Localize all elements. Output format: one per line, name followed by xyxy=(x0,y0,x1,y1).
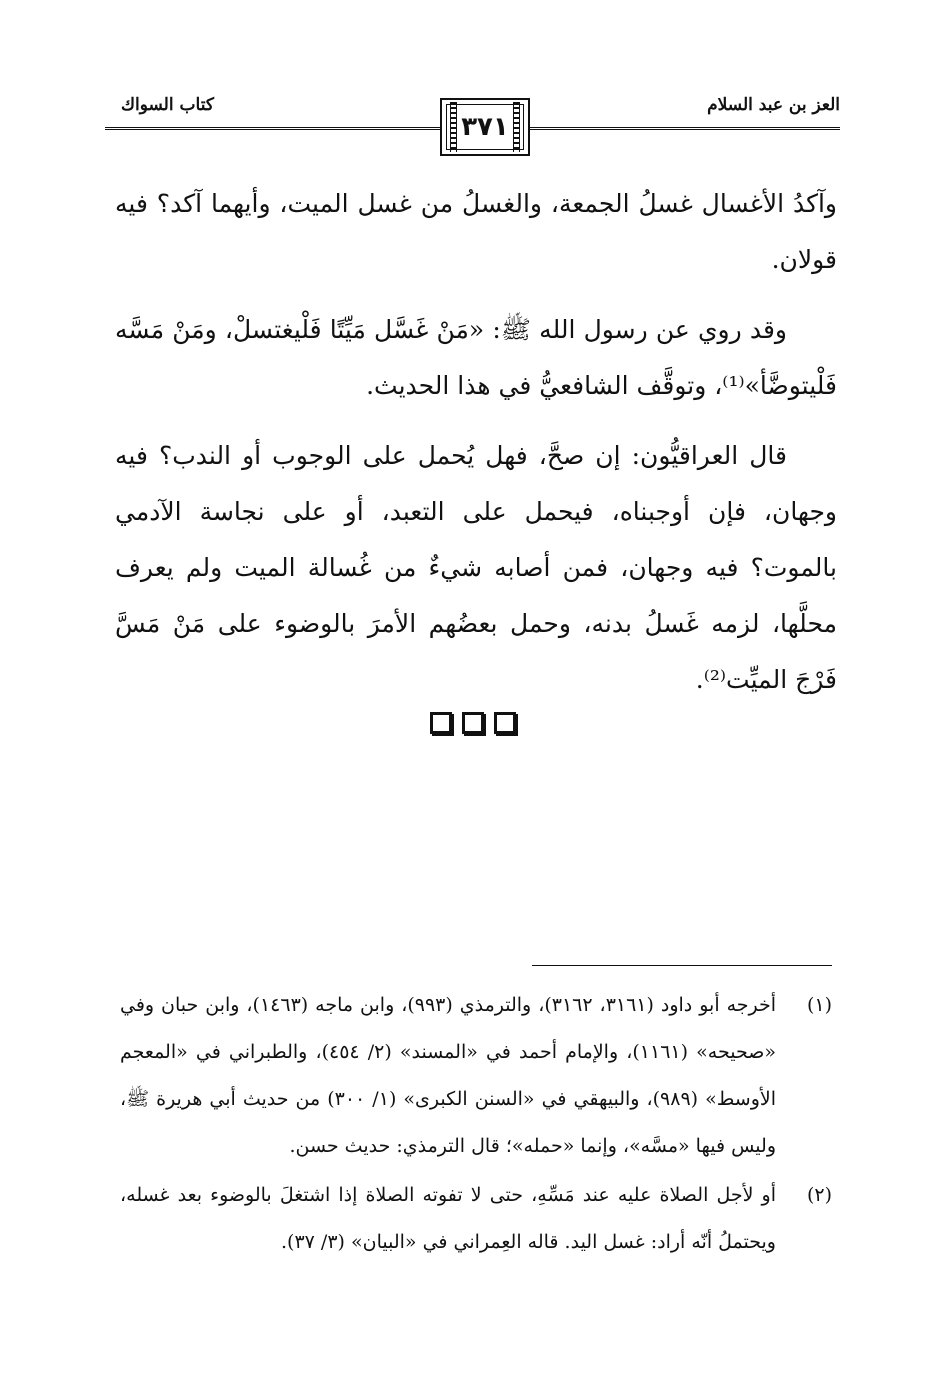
paragraph-3: قال العراقيُّون: إن صحَّ، فهل يُحمل على الوجوب أو الندب؟ فيه وجهان، فإن أوجبناه، فيحمل على التعبد، أو على نجاسة الآدمي بالموت؟ فيه وجهان، فمن أصابه شيءٌ من غُسالة الميت ولم يعرف محلَّها، لزمه غَسلُ بدنه، وحمل بعضُهم الأمرَ بالوضوء على مَنْ مَسَّ فَرْجَ الميِّت⁽²⁾. xyxy=(115,441,837,694)
section-separator xyxy=(430,712,516,734)
paragraph-2: وقد روي عن رسول الله ﷺ: «مَنْ غَسَّل مَيِّتًا فَلْيغتسلْ، ومَنْ مَسَّه فَلْيتوضَّأ»⁽¹⁾، وتوقَّف الشافعيُّ في هذا الحديث. xyxy=(115,315,837,400)
running-head-author: العز بن عبد السلام xyxy=(707,95,840,115)
footnote-1 xyxy=(120,982,832,1170)
page-header xyxy=(105,90,840,170)
running-head-book: كتاب السواك xyxy=(121,95,214,115)
frame-ornament-left xyxy=(450,102,457,152)
paragraph-1: وآكدُ الأغسال غسلُ الجمعة، والغسلُ من غسل الميت، وأيهما آكد؟ فيه قولان. xyxy=(115,189,837,274)
page-number: ٣٧١ xyxy=(461,112,509,142)
separator-square-icon xyxy=(430,712,452,734)
footnotes xyxy=(120,982,832,1268)
separator-square-icon xyxy=(462,712,484,734)
footnote-number: (٢) xyxy=(806,1184,832,1206)
footnote-number: (١) xyxy=(806,994,832,1016)
footnote-text: أخرجه أبو داود (٣١٦١، ٣١٦٢)، والترمذي (٩٩٣)، وابن ماجه (١٤٦٣)، وابن حبان وفي «صحيحه» (١١٦١)، والإمام أحمد في «المسند» (٢/ ٤٥٤)، والطبراني في «المعجم الأوسط» (٩٨٩)، والبيهقي في «السنن الكبرى» (١/ ٣٠٠) من حديث أبي هريرة ﷺ، وليس فيها «مسَّه»، وإنما «حمله»؛ قال الترمذي: حديث حسن. xyxy=(120,994,777,1157)
footnote-2 xyxy=(120,1172,832,1266)
frame-ornament-right xyxy=(513,102,520,152)
main-text xyxy=(115,176,837,722)
footnote-text: أو لأجل الصلاة عليه عند مَسِّهِ، حتى لا تفوته الصلاة إذا اشتغلَ بالوضوء بعد غسله، ويحتملُ أنّه أراد: غسل اليد. قاله العِمراني في «البيان» (٣/ ٣٧). xyxy=(120,1184,776,1253)
separator-square-icon xyxy=(494,712,516,734)
page-number-frame xyxy=(440,98,530,156)
footnote-rule xyxy=(532,965,832,966)
